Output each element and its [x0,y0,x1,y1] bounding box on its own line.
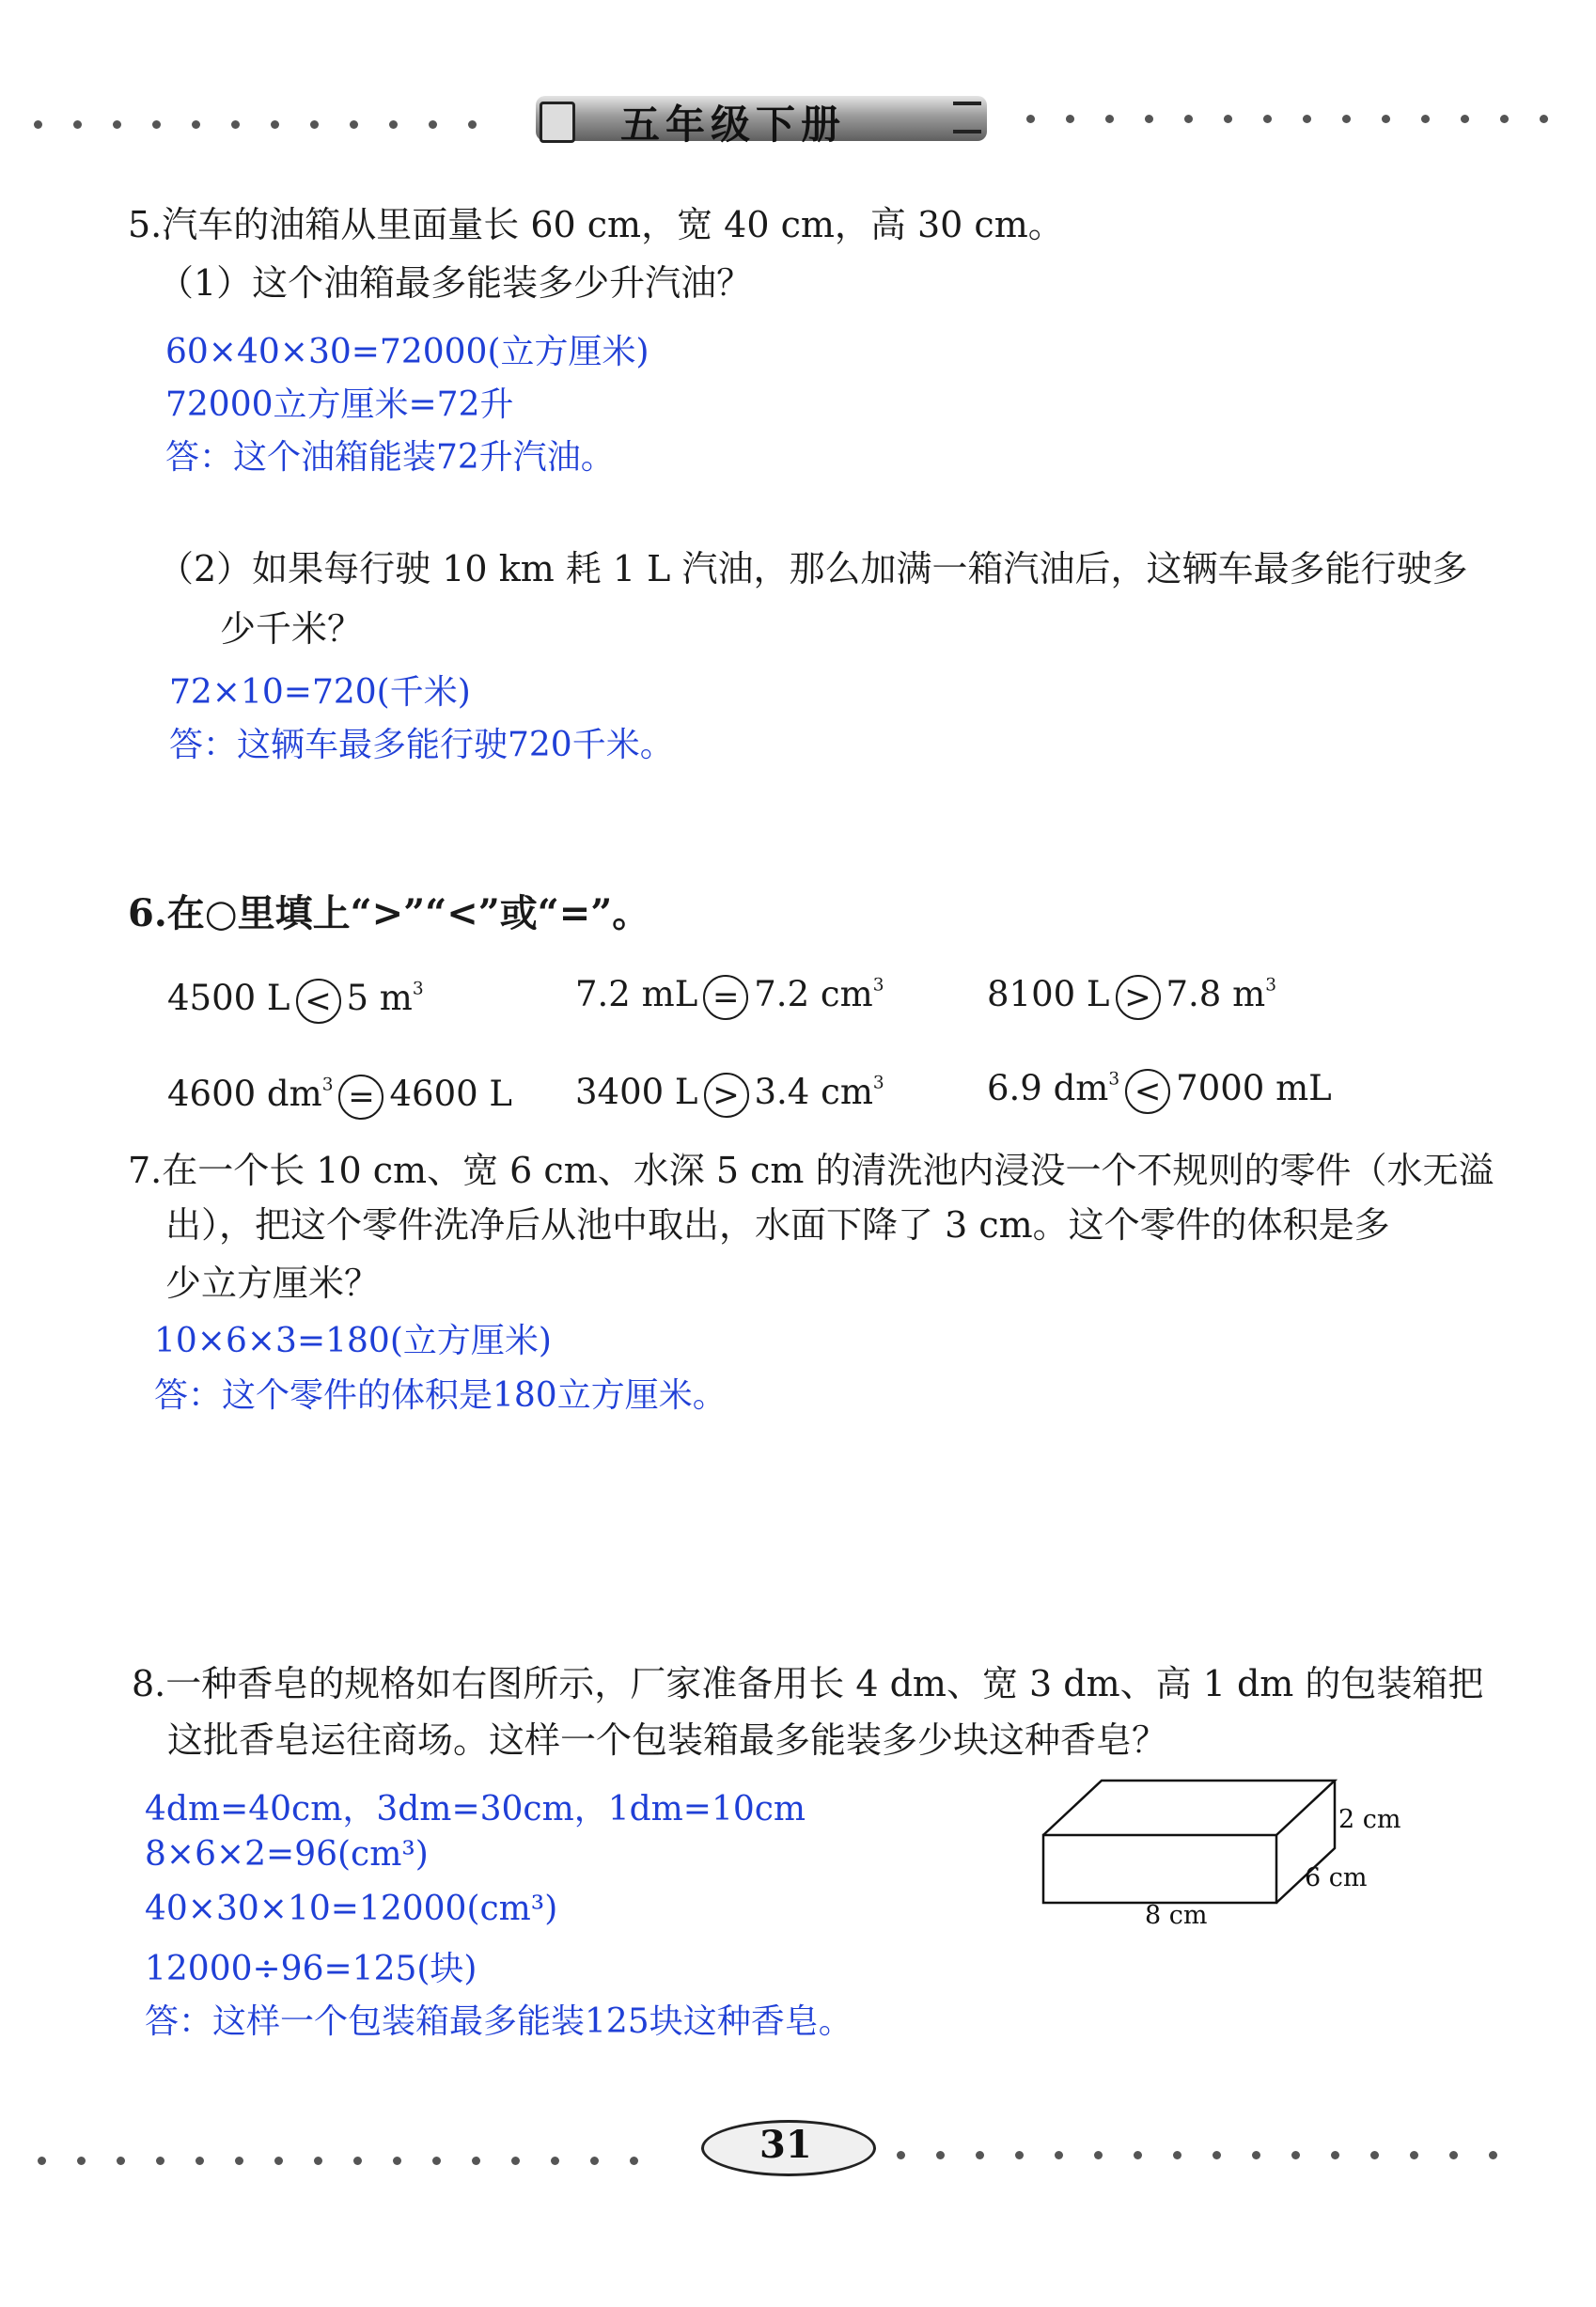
soap-length-label: 8 cm [1145,1901,1208,1930]
q6-item-5: 3400 L > 3.4 $cm^3$ [575,1072,884,1118]
soap-width-label: 6 cm [1305,1863,1368,1892]
q6-item-6: 6.9 $dm^3 < 7000$ mL [987,1068,1332,1114]
q6-answer-circle: < [296,979,341,1024]
q5-answer1-line2: 72000立方厘米=72升 [165,385,514,424]
q5-answer1-line3: 答：这个油箱能装72升汽油。 [165,438,615,477]
soap-height-label: 2 cm [1338,1805,1401,1834]
q7-answer-line1: 10×6×3=180(立方厘米) [154,1322,552,1360]
q8-answer-line3: 40×30×10=12000(cm³) [145,1890,558,1928]
q6-stem: 6.在○里填上“>”“<”或“=”。 [128,891,650,935]
q5-part1: （1）这个油箱最多能装多少升汽油？ [158,262,753,304]
q6-answer-circle: > [1116,975,1161,1020]
q7-answer-line2: 答：这个零件的体积是180立方厘米。 [154,1376,727,1415]
footer-dots-right [897,2145,1528,2155]
q8-line2: 这批香皂运往商场。这样一个包装箱最多能装多少块这种香皂？ [167,1719,1168,1761]
q6-answer-circle: = [338,1075,383,1120]
q6-item-2: 7.2 mL = 7.2 $cm^3$ [575,974,884,1020]
q6-item-3: 8100 L > 7.8 $m^3$ [987,974,1276,1020]
q6-answer-circle: = [703,975,748,1020]
q6-answer-circle: < [1125,1069,1170,1114]
header-dots-right [1026,109,1579,118]
q5-answer1-line1: 60×40×30=72000(立方厘米) [165,333,649,371]
header-title: 五年级下册 [620,102,847,148]
header-dots-left [34,115,508,124]
banner-right-ornament [953,102,981,133]
q5-part2-line1: （2）如果每行驶 10 km 耗 1 L 汽油，那么加满一箱汽油后，这辆车最多能行驶多 [158,548,1468,589]
q5-stem: 5.汽车的油箱从里面量长 60 cm，宽 40 cm，高 30 cm。 [128,204,1064,245]
banner-left-ornament [540,102,575,143]
q5-answer2-line1: 72×10=720(千米) [169,673,471,712]
q7-line1: 7.在一个长 10 cm、宽 6 cm、水深 5 cm 的清洗池内浸没一个不规则的零件（水无溢 [128,1150,1494,1191]
q8-answer-line1: 4dm=40cm，3dm=30cm，1dm=10cm [145,1790,806,1828]
q6-answer-circle: > [704,1073,749,1118]
q8-answer-line2: 8×6×2=96(cm³) [145,1835,429,1874]
page-number: 31 [759,2123,812,2167]
q8-line1: 8.一种香皂的规格如右图所示，厂家准备用长 4 dm、宽 3 dm、高 1 dm 的包装箱把 [132,1663,1484,1704]
q6-item-1: 4500 L < 5 $m^3$ [167,978,424,1024]
q7-line3: 少立方厘米？ [165,1263,381,1304]
q6-item-4: 4600 $dm^3 = 4600$ L [167,1074,512,1120]
q7-line2: 出），把这个零件洗净后从池中取出，水面下降了 3 cm。这个零件的体积是多 [165,1204,1390,1246]
q8-answer-line4: 12000÷96=125(块) [145,1950,477,1988]
q5-answer2-line2: 答：这辆车最多能行驶720千米。 [169,726,674,764]
q5-part2-line2: 少千米？ [220,608,364,650]
q8-answer-line5: 答：这样一个包装箱最多能装125块这种香皂。 [145,2002,853,2041]
footer-dots-left [38,2151,669,2160]
soap-box-figure [1034,1767,1429,1937]
